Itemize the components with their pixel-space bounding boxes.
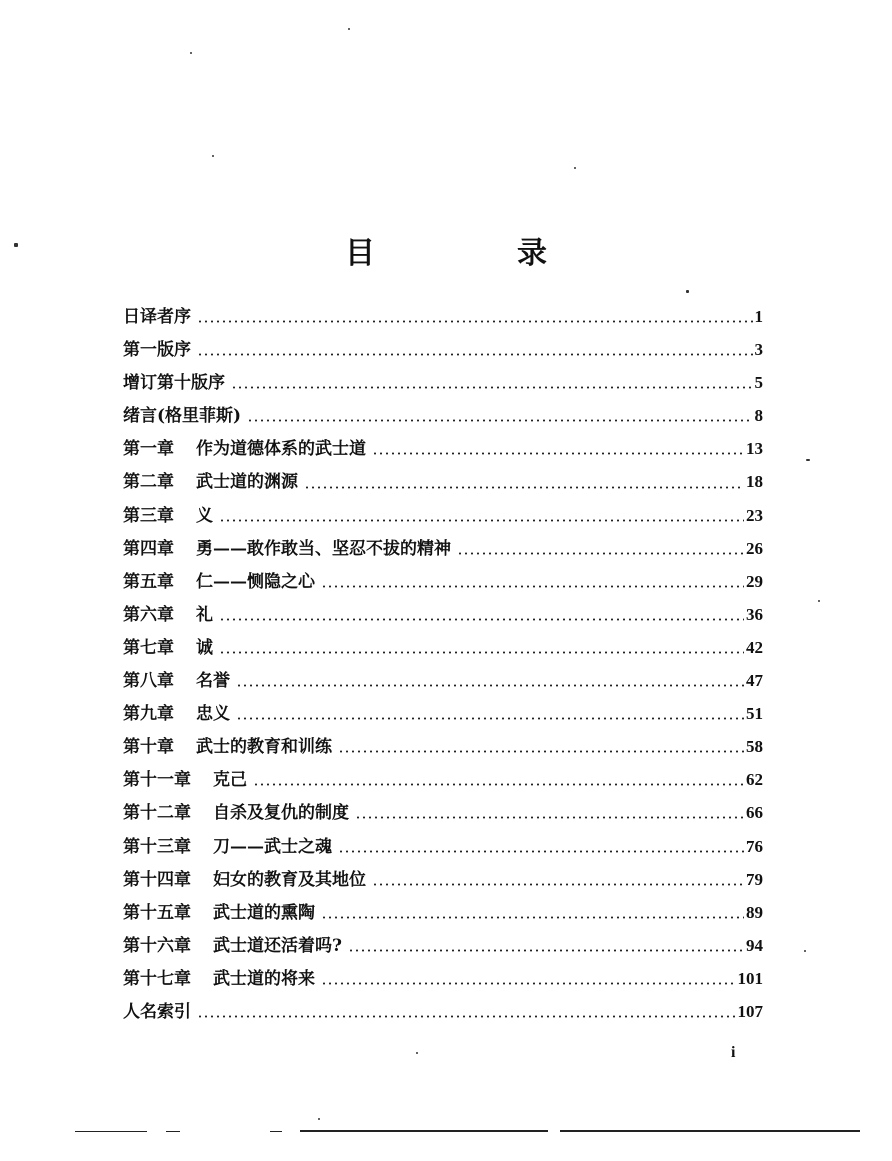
toc-entry xyxy=(123,368,763,401)
chapter-number: 第一章 xyxy=(123,439,174,460)
dot-leader xyxy=(321,982,736,985)
toc-entry xyxy=(123,699,763,732)
entry-title: 自杀及复仇的制度 xyxy=(213,803,349,824)
dot-leader xyxy=(457,552,744,555)
dot-leader xyxy=(219,651,744,654)
chapter-number: 第十五章 xyxy=(123,902,191,923)
scan-speck xyxy=(806,459,810,461)
dot-leader xyxy=(197,320,753,323)
entry-page-number: 79 xyxy=(746,869,763,889)
toc-entry xyxy=(123,467,763,500)
dot-leader xyxy=(219,519,744,522)
entry-page-number: 23 xyxy=(746,505,763,525)
scan-speck xyxy=(348,28,350,30)
toc-entry-label xyxy=(123,600,213,625)
toc-entry xyxy=(123,567,763,600)
entry-page-number: 36 xyxy=(746,604,763,624)
toc-entry-label xyxy=(123,964,315,989)
edge-line xyxy=(166,1131,180,1132)
entry-title: 人名索引 xyxy=(123,1001,191,1022)
scan-speck xyxy=(818,600,820,602)
toc-entry xyxy=(123,534,763,567)
entry-page-number: 101 xyxy=(737,968,763,988)
toc-entry xyxy=(123,434,763,467)
chapter-number: 第七章 xyxy=(123,637,174,658)
entry-page-number: 89 xyxy=(746,902,763,922)
toc-entry-label xyxy=(123,567,315,592)
scan-speck xyxy=(686,290,689,293)
entry-title: 名誉 xyxy=(196,671,230,692)
chapter-number: 第二章 xyxy=(123,472,174,493)
toc-entry-label xyxy=(123,997,191,1022)
toc-entry-label xyxy=(123,501,213,526)
entry-page-number: 5 xyxy=(754,373,763,393)
entry-page-number: 26 xyxy=(746,538,763,558)
scan-speck xyxy=(804,950,806,952)
toc-entry-label xyxy=(123,467,298,492)
toc-entry-label xyxy=(123,368,225,393)
chapter-number: 第四章 xyxy=(123,538,174,559)
chapter-number: 第九章 xyxy=(123,704,174,725)
toc-entry-label xyxy=(123,732,332,757)
table-of-contents xyxy=(123,302,763,1030)
scan-speck xyxy=(416,1052,418,1054)
dot-leader xyxy=(304,486,744,489)
dot-leader xyxy=(338,850,744,853)
toc-entry-label xyxy=(123,699,230,724)
toc-entry-label xyxy=(123,898,315,923)
entry-page-number: 58 xyxy=(746,737,763,757)
edge-line xyxy=(270,1131,282,1132)
toc-entry-label xyxy=(123,666,230,691)
toc-entry-label xyxy=(123,633,213,658)
entry-page-number: 3 xyxy=(754,340,763,360)
entry-title: 忠义 xyxy=(196,704,230,725)
toc-entry xyxy=(123,501,763,534)
edge-line xyxy=(75,1131,147,1132)
entry-title: 武士的教育和训练 xyxy=(196,737,332,758)
scan-speck xyxy=(14,243,18,247)
chapter-number: 第八章 xyxy=(123,671,174,692)
toc-entry xyxy=(123,732,763,765)
toc-entry-label xyxy=(123,798,349,823)
toc-entry-label xyxy=(123,335,191,360)
dot-leader xyxy=(197,1015,736,1018)
toc-entry xyxy=(123,600,763,633)
dot-leader xyxy=(321,916,744,919)
scan-speck xyxy=(574,167,576,169)
chapter-number: 第十六章 xyxy=(123,935,191,956)
toc-entry xyxy=(123,633,763,666)
entry-page-number: 8 xyxy=(754,406,763,426)
entry-title: 作为道德体系的武士道 xyxy=(196,439,366,460)
entry-title: 礼 xyxy=(196,604,213,625)
entry-page-number: 1 xyxy=(754,307,763,326)
chapter-number: 第十二章 xyxy=(123,803,191,824)
chapter-number: 第十一章 xyxy=(123,770,191,791)
entry-page-number: 76 xyxy=(746,836,763,856)
dot-leader xyxy=(236,717,744,720)
toc-entry xyxy=(123,798,763,831)
entry-page-number: 51 xyxy=(746,704,763,724)
entry-title: 武士道的渊源 xyxy=(196,472,298,493)
dot-leader xyxy=(231,386,753,389)
entry-title: 增订第十版序 xyxy=(123,373,225,394)
entry-title: 武士道还活着吗? xyxy=(213,935,342,956)
toc-entry-label xyxy=(123,434,366,459)
page-number: i xyxy=(731,1044,736,1061)
entry-title: 克己 xyxy=(213,770,247,791)
chapter-number: 第十四章 xyxy=(123,869,191,890)
toc-entry-label xyxy=(123,765,247,790)
toc-entry xyxy=(123,964,763,997)
entry-page-number: 18 xyxy=(746,472,763,492)
entry-title: 仁——恻隐之心 xyxy=(196,571,315,592)
entry-title: 日译者序 xyxy=(123,307,191,327)
dot-leader xyxy=(321,585,744,588)
toc-entry xyxy=(123,865,763,898)
toc-entry xyxy=(123,335,763,368)
dot-leader xyxy=(219,618,744,621)
dot-leader xyxy=(253,783,744,786)
chapter-number: 第三章 xyxy=(123,505,174,526)
entry-page-number: 13 xyxy=(746,439,763,459)
toc-entry-label xyxy=(123,534,451,559)
scan-speck xyxy=(190,52,192,54)
toc-entry xyxy=(123,401,763,434)
entry-title: 第一版序 xyxy=(123,340,191,361)
dot-leader xyxy=(247,419,752,422)
page-title: 目 录 xyxy=(345,236,603,271)
chapter-number: 第十七章 xyxy=(123,968,191,989)
entry-title: 武士道的将来 xyxy=(213,968,315,989)
chapter-number: 第六章 xyxy=(123,604,174,625)
toc-entry xyxy=(123,666,763,699)
entry-page-number: 62 xyxy=(746,770,763,790)
entry-title: 武士道的熏陶 xyxy=(213,902,315,923)
toc-entry-label xyxy=(123,865,366,890)
chapter-number: 第十三章 xyxy=(123,836,191,857)
chapter-number: 第十章 xyxy=(123,737,174,758)
entry-title: 绪言(格里菲斯) xyxy=(123,406,242,427)
entry-page-number: 66 xyxy=(746,803,763,823)
toc-entry-label xyxy=(123,401,241,426)
entry-page-number: 42 xyxy=(746,637,763,657)
entry-page-number: 107 xyxy=(737,1001,763,1021)
toc-entry xyxy=(123,832,763,865)
entry-title: 诚 xyxy=(196,637,213,658)
entry-page-number: 29 xyxy=(746,571,763,591)
dot-leader xyxy=(372,883,744,886)
toc-entry xyxy=(123,302,763,335)
entry-page-number: 47 xyxy=(746,671,763,691)
toc-entry-label xyxy=(123,931,342,956)
scan-speck xyxy=(318,1118,320,1120)
edge-line xyxy=(300,1130,548,1132)
dot-leader xyxy=(348,949,744,952)
edge-line xyxy=(560,1130,860,1132)
dot-leader xyxy=(236,684,744,687)
toc-entry xyxy=(123,997,763,1030)
toc-entry-label xyxy=(123,302,191,327)
entry-title: 刀——武士之魂 xyxy=(213,836,332,857)
toc-entry xyxy=(123,931,763,964)
dot-leader xyxy=(372,452,744,455)
dot-leader xyxy=(355,816,744,819)
entry-title: 妇女的教育及其地位 xyxy=(213,869,366,890)
chapter-number: 第五章 xyxy=(123,571,174,592)
dot-leader xyxy=(197,353,753,356)
toc-entry xyxy=(123,898,763,931)
toc-entry-label xyxy=(123,832,332,857)
entry-title: 义 xyxy=(196,505,213,526)
scan-speck xyxy=(212,155,214,157)
entry-title: 勇——敢作敢当、坚忍不拔的精神 xyxy=(196,538,451,559)
toc-entry xyxy=(123,765,763,798)
dot-leader xyxy=(338,750,744,753)
entry-page-number: 94 xyxy=(746,935,763,955)
